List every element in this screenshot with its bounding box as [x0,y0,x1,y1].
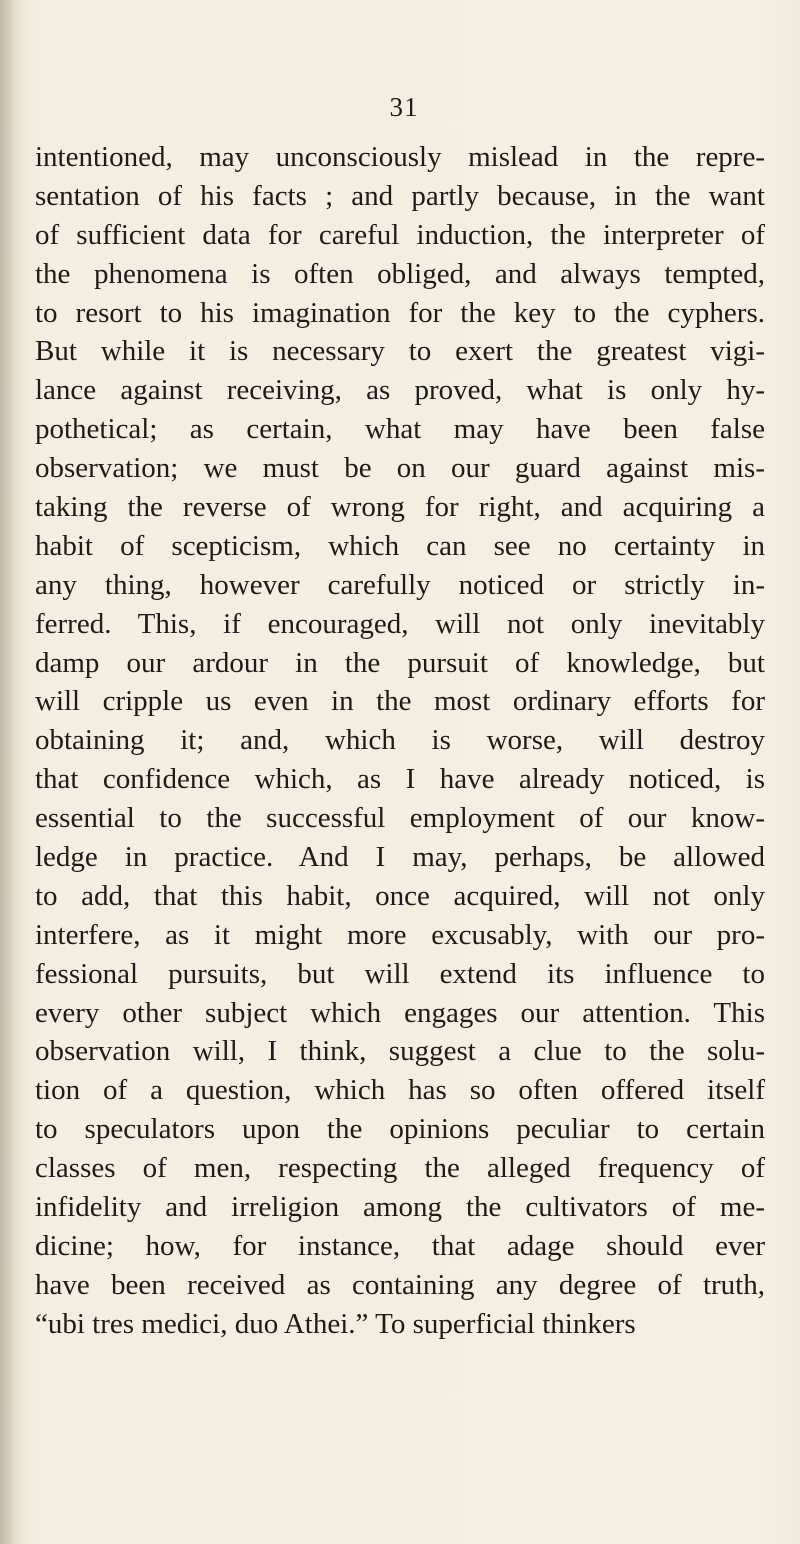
text-line: have been received as containing any degree of truth, [35,1268,765,1301]
text-line: habit of scepticism, which can see no certainty in [35,529,765,562]
text-line: But while it is necessary to exert the greatest vigi- [35,335,765,368]
text-line: any thing, however carefully noticed or strictly in- [35,568,765,601]
text-line: classes of men, respecting the alleged frequency of [35,1152,765,1185]
body-text [35,138,765,1344]
text-line: observation will, I think, suggest a clue to the solu- [35,1035,765,1068]
page-number: 31 [389,92,419,122]
text-line: to resort to his imagination for the key to the cyphers. [35,296,765,329]
text-line: the phenomena is often obliged, and always tempted, [35,257,765,290]
text-line: to speculators upon the opinions peculiar to certain [35,1113,765,1146]
text-line: pothetical; as certain, what may have been false [35,413,765,446]
text-line: observation; we must be on our guard against mis- [35,452,765,485]
text-line: taking the reverse of wrong for right, and acquiring a [35,491,765,524]
text-line: dicine; how, for instance, that adage should ever [35,1229,765,1262]
text-line: tion of a question, which has so often offered itself [35,1074,765,1107]
text-line: of sufficient data for careful induction, the interpreter of [35,218,765,251]
text-line: ledge in practice. And I may, perhaps, be allowed [35,841,765,874]
text-line: obtaining it; and, which is worse, will destroy [35,724,765,757]
text-line: every other subject which engages our attention. This [35,996,765,1029]
text-line: that confidence which, as I have already noticed, is [35,763,765,796]
text-line: damp our ardour in the pursuit of knowledge, but [35,646,765,679]
text-line: ferred. This, if encouraged, will not only inevitably [35,607,765,640]
text-line: will cripple us even in the most ordinary efforts for [35,685,765,718]
binding-shadow [0,0,22,1544]
text-line: sentation of his facts ; and partly because, in the want [35,179,765,212]
text-line: intentioned, may unconsciously mislead in the repre- [35,141,765,173]
text-line: to add, that this habit, once acquired, will not only [35,879,765,912]
text-line: fessional pursuits, but will extend its influence to [35,957,765,990]
text-line: “ubi tres medici, duo Athei.” To superficial thinkers [35,1307,636,1340]
text-line: essential to the successful employment of our know- [35,802,765,835]
text-line: interfere, as it might more excusably, with our pro- [35,918,765,951]
text-line: lance against receiving, as proved, what is only hy- [35,374,765,407]
text-line: infidelity and irreligion among the cultivators of me- [35,1191,765,1224]
